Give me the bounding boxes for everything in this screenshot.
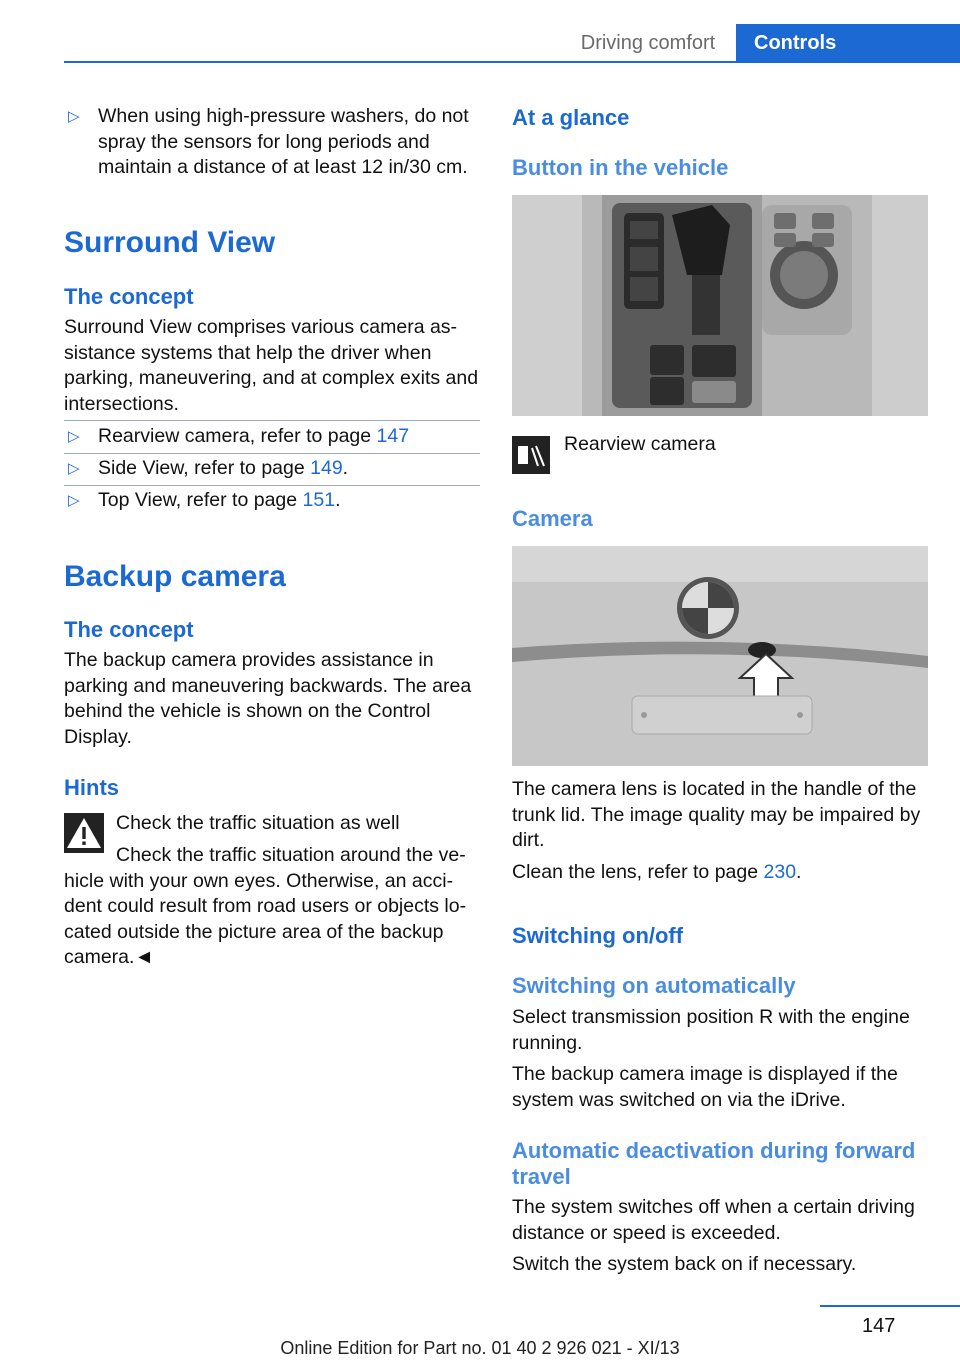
rearview-camera-button-icon: [512, 436, 550, 474]
center-console-image: [512, 195, 928, 416]
clean-lens-text: Clean the lens, refer to page 230.: [512, 861, 802, 883]
page-link-230[interactable]: 230: [763, 861, 797, 883]
surround-concept-heading: The concept: [64, 284, 194, 309]
bullet-triangle-icon: ▷: [68, 460, 80, 477]
trunk-camera-image: [512, 546, 928, 766]
page-link-151[interactable]: 151: [302, 489, 336, 511]
auto-on-text-1: Select transmission position R with the engine running.: [512, 1006, 910, 1054]
surround-view-title: Surround View: [64, 226, 276, 259]
header-rule: [64, 61, 960, 63]
button-heading: Button in the vehicle: [512, 155, 729, 180]
page-link-147[interactable]: 147: [376, 425, 410, 447]
at-a-glance-heading: At a glance: [512, 105, 630, 130]
camera-text: The camera lens is located in the handle of the trunk lid. The image quality may be impaired by dirt.: [512, 778, 921, 852]
auto-off-heading: Automatic deactivation during forward travel: [512, 1138, 916, 1189]
bullet-triangle-icon: ▷: [68, 108, 80, 125]
auto-off-text-2: Switch the system back on if necessary.: [512, 1253, 857, 1275]
rearview-camera-label: Rearview camera: [564, 433, 716, 455]
intro-bullet-text: When using high-pressure washers, do not spray the sensors for long periods and maintain a distance of at least 12 in/30 cm.: [98, 105, 469, 179]
backup-camera-title: Backup camera: [64, 560, 286, 593]
intro-bullet: [64, 104, 480, 181]
list-separator: [64, 420, 480, 421]
surround-item-sideview: ▷ Side View, refer to page 149.: [64, 456, 480, 482]
list-separator: [64, 485, 480, 486]
page-number: 147: [862, 1315, 896, 1337]
backup-concept-heading: The concept: [64, 617, 194, 642]
edition-footer: Online Edition for Part no. 01 40 2 926 021 - XI/13: [280, 1338, 680, 1358]
hints-heading: Hints: [64, 775, 119, 800]
surround-concept-text: Surround View comprises various camera as-sistance systems that help the driver when parking, maneuvering, and at complex exits and intersections.: [64, 316, 479, 415]
auto-on-heading: Switching on automatically: [512, 973, 796, 998]
auto-on-text-2: The backup camera image is displayed if the system was switched on via the iDrive.: [512, 1063, 898, 1111]
bullet-triangle-icon: ▷: [68, 428, 80, 445]
surround-item-topview: ▷ Top View, refer to page 151.: [64, 488, 480, 514]
backup-concept-text: The backup camera provides assistance in parking and maneuvering backwards. The area behind the vehicle is shown on the Control Display.: [64, 649, 472, 748]
auto-off-text-1: The system switches off when a certain driving distance or speed is exceeded.: [512, 1196, 915, 1244]
list-separator: [64, 453, 480, 454]
warning-text: Check the traffic situation around the ve-hicle with your own eyes. Otherwise, an acci-dent could result from road users or objects lo-cated outside the picture area of the backup camera.◄: [64, 844, 467, 969]
page-link-149[interactable]: 149: [310, 457, 343, 479]
bullet-triangle-icon: ▷: [68, 492, 80, 509]
header-tab-controls: Controls: [736, 24, 960, 62]
camera-heading: Camera: [512, 506, 593, 531]
warning-title: Check the traffic situation as well: [116, 812, 400, 834]
surround-item-rearview: ▷ Rearview camera, refer to page 147: [64, 424, 480, 450]
footer-rule: [820, 1305, 960, 1307]
header-section: Driving comfort: [580, 31, 716, 54]
switching-heading: Switching on/off: [512, 923, 684, 948]
